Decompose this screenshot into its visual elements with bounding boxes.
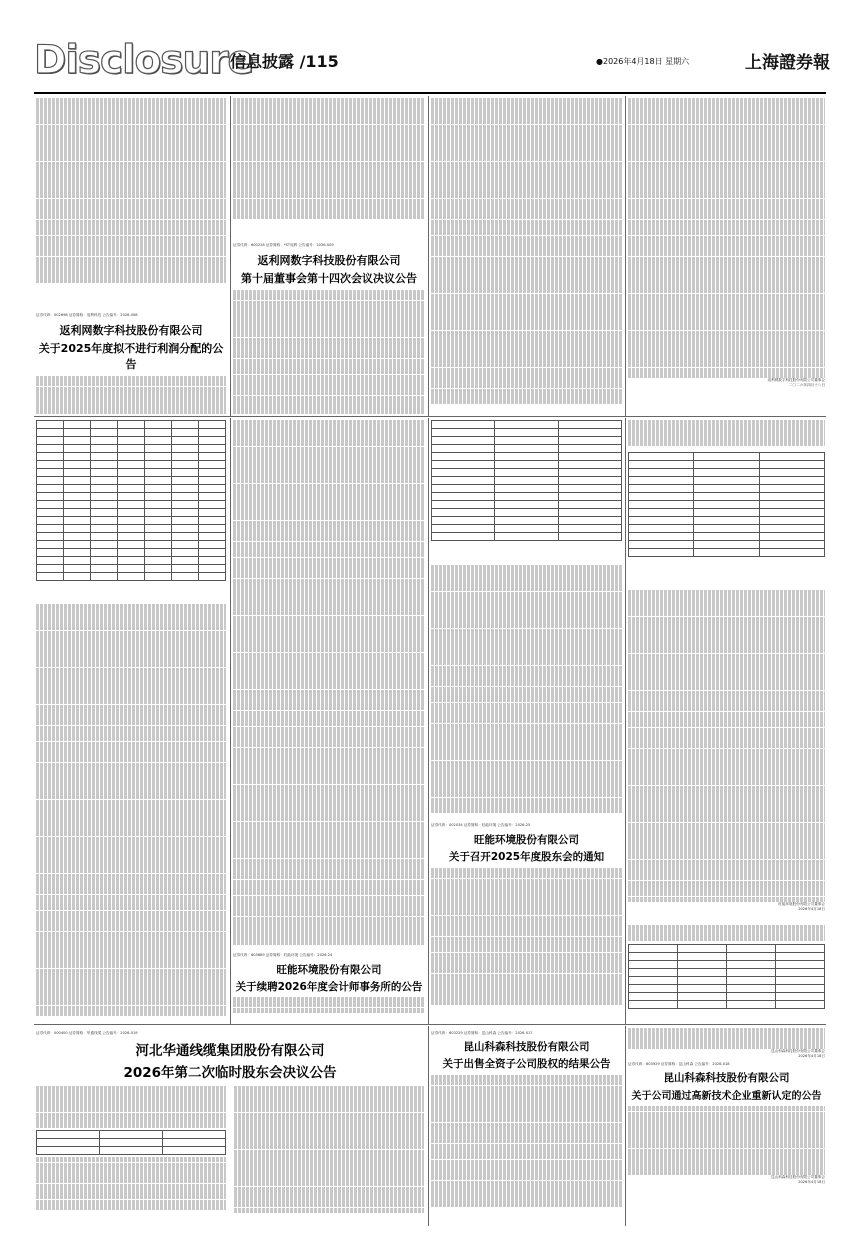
announcement-kesen-hightech [628,1028,825,1228]
disclosure-logo: Disclosure [34,38,253,83]
column-text [628,420,825,450]
announcement-company: 旺能环境股份有限公司 [474,834,579,846]
signature-date: 2026年4月18日 [798,1054,825,1059]
divider [34,416,826,417]
signature-date: 2026年4月18日 [798,906,825,911]
announcement-fanli-profit [36,310,226,414]
announcement-company: 旺能环境股份有限公司 [276,964,382,976]
announcement-company: 昆山科森科技股份有限公司 [463,1041,590,1053]
column-text [36,98,226,308]
announcement-title: 关于公司通过高新技术企业重新认定的公告 [631,1091,822,1103]
divider [428,418,429,1024]
divider [625,96,626,416]
announcement-code-line: 证券代码：603929 证券简称：昆山科森 公告编号：2026-018 [628,1062,730,1067]
signature-company: 昆山科森科技股份有限公司董事会 [771,1174,825,1179]
column-text [628,98,825,414]
masthead [0,0,857,96]
announcement-company: 返利网数字科技股份有限公司 [59,324,203,337]
announcement-title: 关于2025年度拟不进行利润分配的公告 [38,342,224,371]
column-text [36,604,226,1022]
column-text [628,590,825,920]
announcement-title: 关于出售全资子公司股权的结果公告 [442,1058,611,1070]
announcement-company: 昆山科森科技股份有限公司 [663,1072,790,1085]
announcement-fanli-board [233,240,425,414]
announcement-code-line: 证券代码：002698 证券简称：返利科技 公告编号：2026-008 [36,313,138,317]
section-title: 信息披露 /115 [230,52,339,71]
announcement-title: 关于召开2025年度股东会的通知 [448,851,605,863]
announcement-company: 返利网数字科技股份有限公司 [257,254,401,267]
signature-company: 返利网数字科技股份有限公司董事会 [767,378,825,383]
announcement-wangneng-meeting [431,820,622,1022]
divider [230,418,231,1024]
announcement-code-line: 证券代码：002034 证券简称：旺能环境 公告编号：2026-25 [431,823,531,827]
announcement-kesen-sale [431,1028,622,1228]
column-text [431,565,622,815]
form-table [431,420,622,560]
announcement-title: 2026年第二次临时股东会决议公告 [123,1065,337,1081]
signature-date: 2026年4月18日 [798,1179,825,1184]
divider [625,418,626,1024]
masthead-rule [34,92,826,94]
signature-company: 昆山科森科技股份有限公司董事会 [771,1049,825,1054]
column-text [233,420,425,945]
divider [625,1026,626,1226]
financial-table [36,420,226,600]
issue-date: ●2026年4月18日 星期六 [596,57,690,66]
proxy-form-table [628,925,825,1022]
divider [428,96,429,416]
announcement-huatong [36,1028,424,1228]
announcement-code-line: 证券代码：603229 证券简称：昆山科森 公告编号：2026-017 [431,1031,533,1035]
divider [428,1026,429,1226]
proposal-table [628,452,825,587]
column-text [431,98,622,414]
newspaper-name: 上海證券報 [745,53,830,73]
column-text [233,98,425,238]
signature-company: 旺能环境股份有限公司董事会 [778,901,825,906]
announcement-wangneng-auditor [233,950,425,1022]
announcement-code-line: 证券代码：603689 证券简称：旺能环境 公告编号：2026-24 [233,953,333,957]
announcement-company: 河北华通线缆集团股份有限公司 [135,1043,325,1059]
announcement-code-line: 证券代码：000400 证券简称：华通线缆 公告编号：2026-019 [36,1031,138,1035]
signature-date: 二〇二六年四月十八日 [789,383,825,388]
announcement-code-line: 证券代码：600228 证券简称：*ST返利 公告编号：2026-009 [233,243,334,247]
announcement-title: 关于续聘2026年度会计师事务所的公告 [235,981,423,993]
divider [34,1024,826,1025]
divider [230,96,231,416]
announcement-title: 第十届董事会第十四次会议决议公告 [241,272,417,285]
